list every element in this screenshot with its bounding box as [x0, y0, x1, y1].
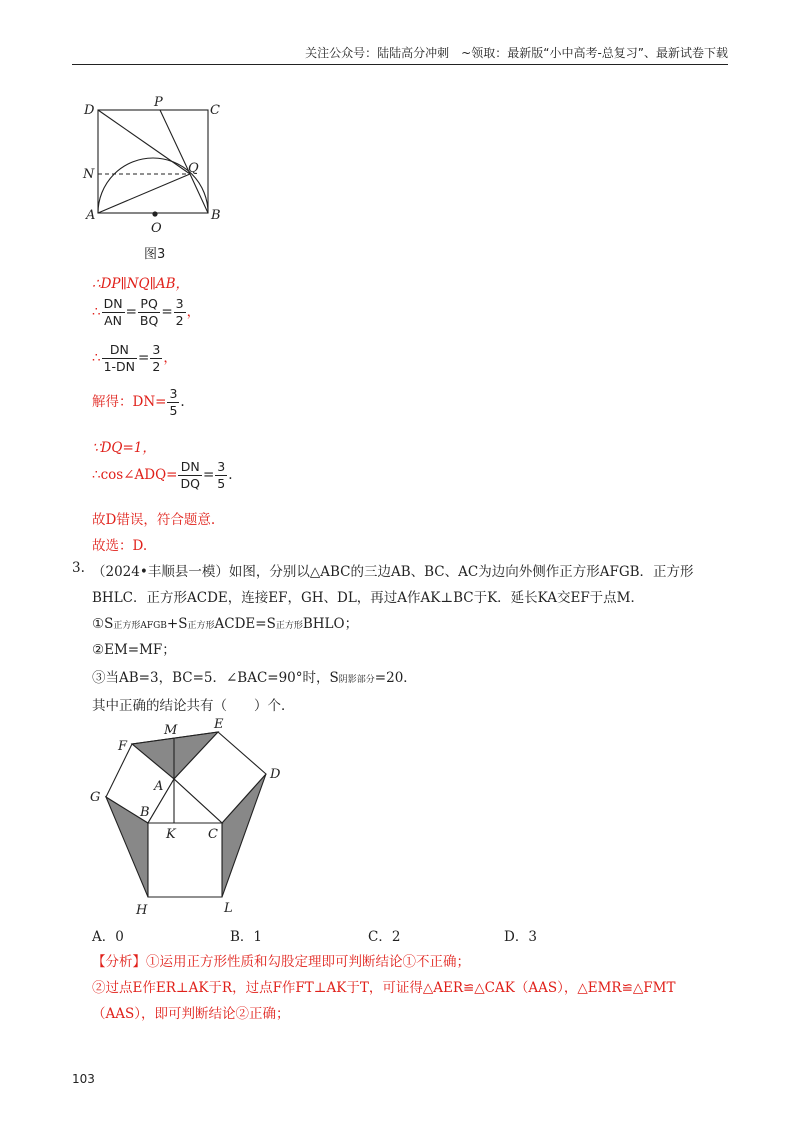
- figure-3-caption: 图3: [144, 247, 166, 262]
- solution-line-6: ∴cos∠ADQ= $\frac{DN}{DQ}$ = $\frac{3}{5}$ .: [92, 459, 233, 491]
- problem-line-2: BHLC．正方形ACDE，连接EF，GH、DL，再过A作AK⊥BC于K．延长KA交EF于点M．: [92, 590, 645, 606]
- label-c: C: [208, 827, 218, 842]
- label-m: M: [164, 723, 178, 738]
- label-b: B: [140, 805, 150, 820]
- label-f: F: [118, 739, 128, 754]
- label-a: A: [154, 779, 164, 794]
- solution-line-8: 故选：D.: [92, 538, 148, 554]
- segment-dq: [98, 110, 190, 174]
- analysis-tag: 【分析】: [92, 954, 146, 970]
- label-a: A: [86, 208, 96, 223]
- label-q: Q: [188, 161, 199, 176]
- figure-3: [80, 92, 230, 270]
- analysis-line-3: （AAS），即可判断结论②正确；: [92, 1006, 290, 1022]
- problem-number: 3.: [72, 560, 85, 576]
- statement-2: ②EM=MF；: [92, 642, 176, 658]
- figure-squares: [86, 714, 296, 919]
- page-header: 关注公众号：陆陆高分冲刺 ~领取：最新版“小中高考-总复习”、最新试卷下载: [72, 44, 728, 65]
- label-d: D: [84, 103, 95, 118]
- statement-1: ①S正方形AFGB+S正方形ACDE=S正方形BHLO；: [92, 616, 359, 632]
- solution-line-3: ∴ $\frac{DN}{1-DN}$ = $\frac{3}{2}$ ，: [92, 342, 177, 374]
- segment-aq: [98, 174, 190, 213]
- label-e: E: [214, 717, 224, 732]
- analysis-line-1: 【分析】①运用正方形性质和勾股定理即可判断结论①不正确；: [92, 954, 470, 970]
- label-n: N: [83, 167, 95, 182]
- solution-line-7: 故D错误，符合题意.: [92, 512, 216, 528]
- label-p: P: [154, 95, 163, 110]
- question-prompt: 其中正确的结论共有（ ）个．: [92, 698, 295, 714]
- solution-line-4: 解得：DN= $\frac{3}{5}$ .: [92, 386, 185, 418]
- label-g: G: [90, 790, 101, 805]
- label-b: B: [211, 208, 221, 223]
- label-o: O: [151, 221, 162, 236]
- solution-line-1: ∴DP∥NQ∥AB，: [92, 276, 190, 292]
- label-c: C: [210, 103, 220, 118]
- label-l: L: [224, 901, 233, 916]
- solution-line-2: ∴ $\frac{DN}{AN}$ = $\frac{PQ}{BQ}$ = $\frac{3}{2}$ ，: [92, 296, 201, 328]
- option-d: D．3: [504, 929, 537, 945]
- point-o: [152, 211, 157, 216]
- analysis-line-2: ②过点E作ER⊥AK于R，过点F作FT⊥AK于T，可证得△AER≌△CAK（AAS），△EMR≌△FMT: [92, 980, 676, 996]
- option-a: A．0: [92, 929, 124, 945]
- label-k: K: [166, 827, 176, 842]
- problem-line-1: （2024•丰顺县一模）如图，分别以△ABC的三边AB、BC、AC为边向外侧作正方形AFGB．正方形: [92, 564, 694, 580]
- label-h: H: [136, 903, 148, 918]
- statement-3: ③当AB=3，BC=5．∠BAC=90°时，S阴影部分=20．: [92, 670, 417, 686]
- solution-line-5: ∵DQ=1，: [92, 440, 156, 456]
- page-number: 103: [72, 1072, 95, 1086]
- option-b: B．1: [230, 929, 263, 945]
- option-c: C．2: [368, 929, 401, 945]
- segment-pq: [160, 110, 190, 174]
- segment-qb: [190, 174, 208, 213]
- label-d: D: [270, 767, 281, 782]
